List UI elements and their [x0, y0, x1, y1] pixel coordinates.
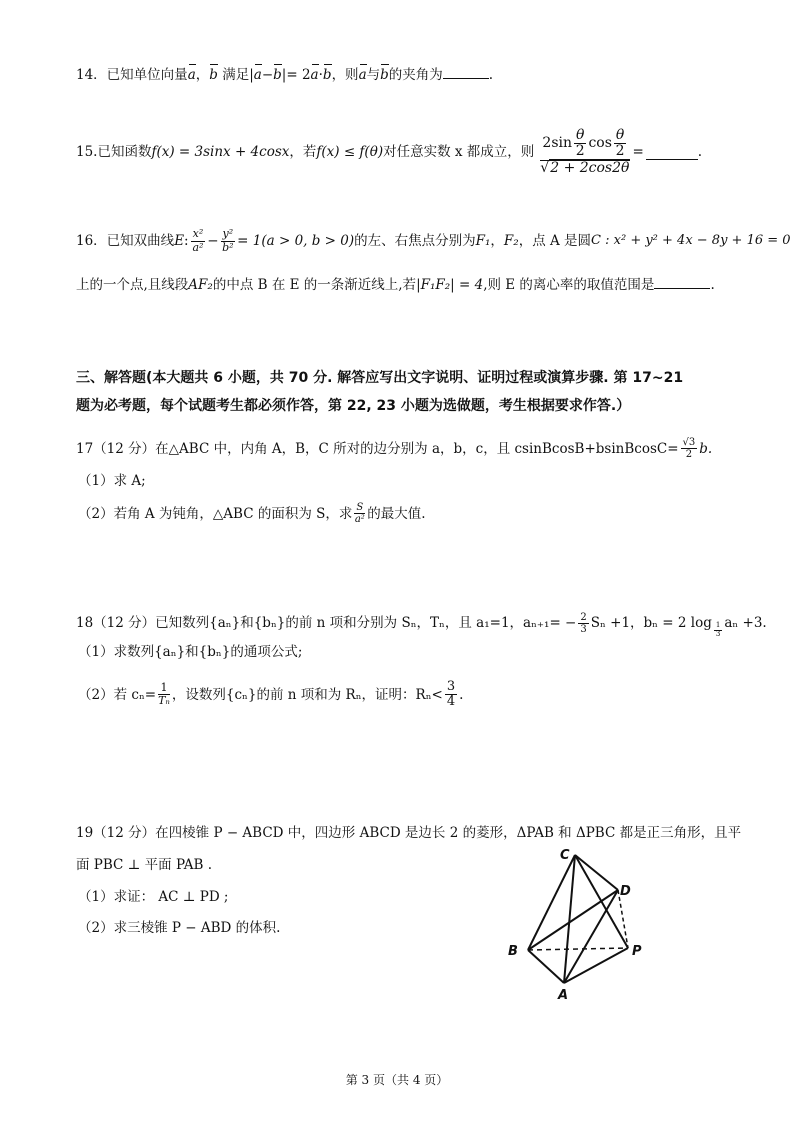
q16-F2: F₂ — [503, 233, 519, 249]
q16-text: 的左、右焦点分别为 — [354, 233, 476, 249]
q17-part2 — [78, 502, 426, 525]
section-heading: 三、解答题(本大题共 6 小题，共 70 分. 解答应写出文字说明、证明过程或演算步骤. 第 17~21 — [76, 370, 684, 386]
two: 2 — [575, 143, 585, 160]
q18-part1: （1）求数列{aₙ}和{bₙ}的通项公式; — [78, 644, 303, 660]
q19-part1: （1）求证： AC ⊥ PD ; — [78, 889, 229, 905]
q14-cond: 满足| — [222, 67, 254, 83]
S-over-a2 — [354, 502, 365, 525]
q14-then: ，则 — [331, 67, 359, 83]
q15-inequality: f(x) ≤ f(θ) — [316, 144, 384, 161]
sqrt3: √3 — [682, 437, 696, 448]
q15-text: ，若 — [289, 144, 317, 161]
three-fourths — [445, 680, 457, 710]
y2: y² — [222, 227, 234, 241]
Tn: Tₙ — [158, 694, 170, 708]
q18-part2 — [78, 680, 463, 710]
edge-BP — [528, 948, 628, 950]
q16-minus: − — [207, 233, 219, 249]
q19-stem: 19（12 分）在四棱锥 P − ABCD 中，四边形 ABCD 是边长 2 的菱形，ΔPAB 和 ΔPBC 都是正三角形，且平 — [76, 825, 742, 841]
q14-angle: 的夹角为 — [388, 67, 443, 83]
q16-end: . — [710, 277, 715, 293]
x2: x² — [192, 227, 204, 241]
q18-text: （2）若 cₙ= — [78, 686, 157, 703]
q15-sin: 2sin — [542, 135, 572, 152]
q16-text: ，点 A 是圆 — [518, 233, 592, 249]
label-A: A — [558, 988, 569, 1003]
q18-text: Sₙ +1，bₙ = 2 log — [590, 615, 712, 632]
three: 3 — [715, 629, 721, 638]
label-P: P — [632, 944, 642, 959]
two: 2 — [685, 449, 693, 460]
one: 1 — [158, 682, 170, 695]
q15-numerator — [540, 128, 630, 161]
edge-BA — [528, 950, 564, 983]
vector-b: b — [273, 67, 282, 83]
two: 2 — [615, 143, 625, 160]
label-C: C — [560, 848, 570, 863]
q16-number: 16．已知双曲线 — [76, 233, 175, 249]
q15-function: f(x) = 3sinx + 4cosx — [151, 144, 290, 161]
three: 3 — [580, 623, 587, 635]
edge-DB — [528, 890, 618, 950]
q16-text: 上的一个点,且线段 — [76, 277, 189, 293]
q16-text: ,则 E 的离心率的取值范围是 — [483, 277, 655, 293]
vector-a: a — [358, 67, 367, 83]
label-D: D — [620, 884, 631, 899]
answer-blank — [654, 274, 710, 289]
q15-denominator: √2 + 2cos2θ — [540, 159, 630, 176]
q14-cond-mid: |= 2 — [281, 67, 311, 83]
vector-a: a — [187, 67, 196, 83]
section-heading: 题为必考题，每个试题考生都必须作答，第 22, 23 小题为选做题，考生根据要求作答.） — [76, 398, 631, 414]
q19-stem: 面 PBC ⊥ 平面 PAB . — [76, 857, 213, 873]
two-thirds — [578, 612, 588, 635]
q16-colon: : — [184, 233, 189, 249]
q14-dot: · — [318, 67, 323, 83]
q19-part2: （2）求三棱锥 P − ABD 的体积. — [78, 920, 281, 936]
answer-blank — [646, 145, 698, 160]
q18-text: ，设数列{cₙ}的前 n 项和为 Rₙ，证明：Rₙ< — [171, 686, 443, 703]
vector-b: b — [380, 67, 389, 83]
q15-text: 对任意实数 x 都成立，则 — [383, 144, 535, 161]
one: 1 — [715, 621, 721, 629]
q15-radicand: 2 + 2cos2θ — [550, 159, 630, 176]
sqrt3-over-2 — [681, 437, 698, 460]
vector-b: b — [209, 67, 218, 83]
answer-blank — [443, 64, 489, 79]
vector-b: b — [322, 67, 332, 83]
theta-over-2 — [614, 128, 626, 160]
b2: b² — [222, 240, 234, 254]
q17-part1: （1）求 A; — [78, 473, 146, 489]
q16-F1F2: |F₁F₂| = 4 — [416, 277, 484, 293]
q14-end: . — [488, 67, 494, 83]
two: 2 — [580, 611, 587, 623]
theta: θ — [615, 127, 625, 143]
q16-line2 — [76, 274, 715, 295]
q14-comma: ， — [195, 67, 210, 83]
q15-end: . — [697, 144, 703, 161]
one-over-Tn — [158, 682, 170, 707]
vector-a: a — [253, 67, 262, 83]
q18-end: . — [459, 686, 464, 703]
q16-circle: C : x² + y² + 4x − 8y + 16 = 0 — [591, 233, 791, 248]
q17-stem — [76, 437, 712, 460]
q18-stem — [76, 608, 767, 638]
a2: a² — [354, 514, 365, 525]
x2-over-a2 — [191, 228, 206, 253]
theta-over-2 — [574, 128, 586, 160]
q14-and: 与 — [366, 67, 381, 83]
q16-F1: F₁ — [475, 233, 491, 249]
q17-text: 17（12 分）在△ABC 中，内角 A，B，C 所对的边分别为 a，b，c，且 csinBcosB+bsinBcosC= — [76, 440, 679, 457]
q15-cos: cos — [588, 135, 612, 152]
edge-CD — [575, 855, 618, 890]
q16-AF2: AF₂ — [188, 277, 213, 293]
q18-text: aₙ +3. — [724, 615, 767, 632]
three: 3 — [446, 679, 456, 694]
pyramid-figure — [500, 845, 660, 1005]
q17-b: b. — [699, 440, 713, 457]
q15-fraction — [540, 128, 630, 176]
q16-text: 的中点 B 在 E 的一条渐近线上,若 — [212, 277, 417, 293]
y2-over-b2 — [221, 228, 236, 253]
four: 4 — [446, 694, 456, 710]
q14-number: 14．已知单位向量 — [76, 67, 188, 83]
log-base — [714, 622, 722, 638]
q16-condition: = 1(a > 0, b > 0) — [237, 233, 355, 249]
q18-text: 18（12 分）已知数列{aₙ}和{bₙ}的前 n 项和分别为 Sₙ，Tₙ，且 a₁=1，aₙ₊₁= − — [76, 615, 577, 632]
q17-text: （2）若角 A 为钝角，△ABC 的面积为 S，求 — [78, 505, 353, 522]
theta: θ — [576, 127, 585, 143]
q14-minus: − — [261, 67, 274, 83]
q15-number: 15.已知函数 — [76, 144, 152, 161]
vector-a: a — [310, 67, 319, 83]
label-B: B — [508, 944, 518, 959]
q15-equals: = — [632, 144, 644, 161]
q16-line1: 16．已知双曲线 E : $\frac{\text{x²}}{\text{a²}}$ − $\frac{\text{y²}}{\text{b²}}$ = 1(a > 0, b > 0) 的左、右焦点分别为 F₁ ， F₂ ，点 A 是圆 C : x² + y² + 4x − 8y + 16 = 0 — [76, 227, 791, 254]
S: S — [356, 502, 364, 513]
q15-line — [76, 128, 702, 176]
q14-line — [76, 64, 493, 85]
q17-text: 的最大值. — [367, 505, 426, 522]
q16-E: E — [174, 233, 185, 249]
page-footer: 第 3 页（共 4 页） — [345, 1073, 449, 1087]
a2: a² — [192, 240, 204, 254]
